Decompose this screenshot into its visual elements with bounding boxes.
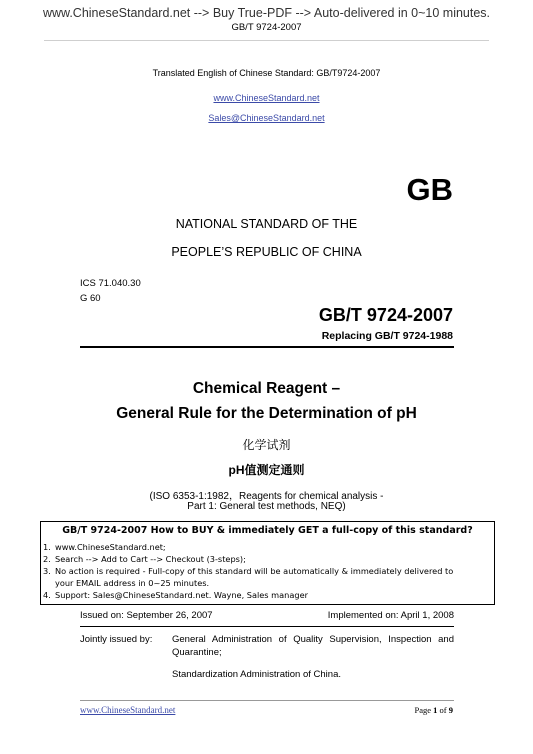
footer-site-link[interactable]: www.ChineseStandard.net — [80, 705, 176, 715]
title-divider — [80, 346, 454, 348]
page-total: 9 — [448, 705, 453, 715]
buy-heading: GB/T 9724-2007 How to BUY & immediately GET a full-copy of this standard? — [62, 525, 473, 536]
buy-step-number: 2. — [43, 554, 51, 564]
buy-step — [43, 590, 308, 601]
of-label: of — [439, 705, 447, 715]
email-link-wrap — [0, 108, 533, 126]
buy-step — [43, 542, 166, 553]
page-indicator — [415, 705, 454, 715]
national-standard-line2: PEOPLE’S REPUBLIC OF CHINA — [171, 245, 362, 259]
issuer-line3: Standardization Administration of China. — [172, 669, 341, 680]
gb-mark: GB — [406, 172, 453, 207]
issuer-line2: Quarantine; — [172, 647, 222, 658]
issuer-line1: General Administration of Quality Supervision, Inspection and — [172, 634, 454, 645]
standard-number: GB/T 9724-2007 — [318, 305, 453, 325]
iso-reference-line2: Part 1: General test methods, NEQ) — [187, 501, 346, 512]
website-link[interactable]: www.ChineseStandard.net — [213, 93, 320, 103]
buy-step-text: No action is required - Full-copy of this standard will be automatically & immediately delivered to — [55, 566, 454, 576]
buy-instructions-box — [40, 521, 495, 605]
page-number: 1 — [433, 705, 438, 715]
chinese-title-line1: 化学试剂 — [242, 438, 291, 452]
ccs-code: G 60 — [80, 293, 101, 304]
top-banner: www.ChineseStandard.net --> Buy True-PDF --> Auto-delivered in 0~10 minutes. — [42, 6, 491, 20]
translation-notice: Translated English of Chinese Standard: GB/T9724-2007 — [152, 68, 381, 78]
buy-step — [43, 566, 453, 577]
buy-step — [43, 578, 209, 589]
dates-divider — [80, 626, 454, 627]
issued-date: Issued on: September 26, 2007 — [80, 610, 213, 621]
iso-reference-line1: (ISO 6353-1:1982，Reagents for chemical analysis - — [149, 491, 384, 502]
issuer-label: Jointly issued by: — [80, 634, 153, 645]
footer-divider — [80, 700, 454, 701]
buy-step-text: your EMAIL address in 0~25 minutes. — [55, 578, 210, 588]
replacing-standard: Replacing GB/T 9724-1988 — [321, 330, 453, 342]
title-line1: Chemical Reagent – — [192, 380, 341, 397]
buy-step-text[interactable]: www.ChineseStandard.net; — [55, 542, 166, 552]
buy-step-number: 3. — [43, 566, 51, 576]
buy-step-text[interactable]: Support: Sales@ChineseStandard.net. Wayne, Sales manager — [55, 590, 308, 600]
page-label: Page — [414, 705, 432, 715]
buy-step — [43, 554, 246, 565]
dates-row — [80, 610, 454, 621]
title-line2: General Rule for the Determination of pH — [116, 405, 417, 422]
ics-code: ICS 71.040.30 — [80, 278, 141, 289]
email-link[interactable]: Sales@ChineseStandard.net — [208, 113, 325, 123]
website-link-wrap — [0, 88, 533, 106]
chinese-title-line2: pH值测定通则 — [228, 463, 305, 477]
implemented-date: Implemented on: April 1, 2008 — [327, 610, 454, 621]
header-divider — [44, 40, 489, 41]
buy-step-number: 4. — [43, 590, 51, 600]
buy-step-number: 1. — [43, 542, 51, 552]
national-standard-line1: NATIONAL STANDARD OF THE — [175, 217, 358, 231]
header-standard-code: GB/T 9724-2007 — [231, 22, 302, 33]
buy-step-text: Search --> Add to Cart --> Checkout (3-steps); — [55, 554, 246, 564]
